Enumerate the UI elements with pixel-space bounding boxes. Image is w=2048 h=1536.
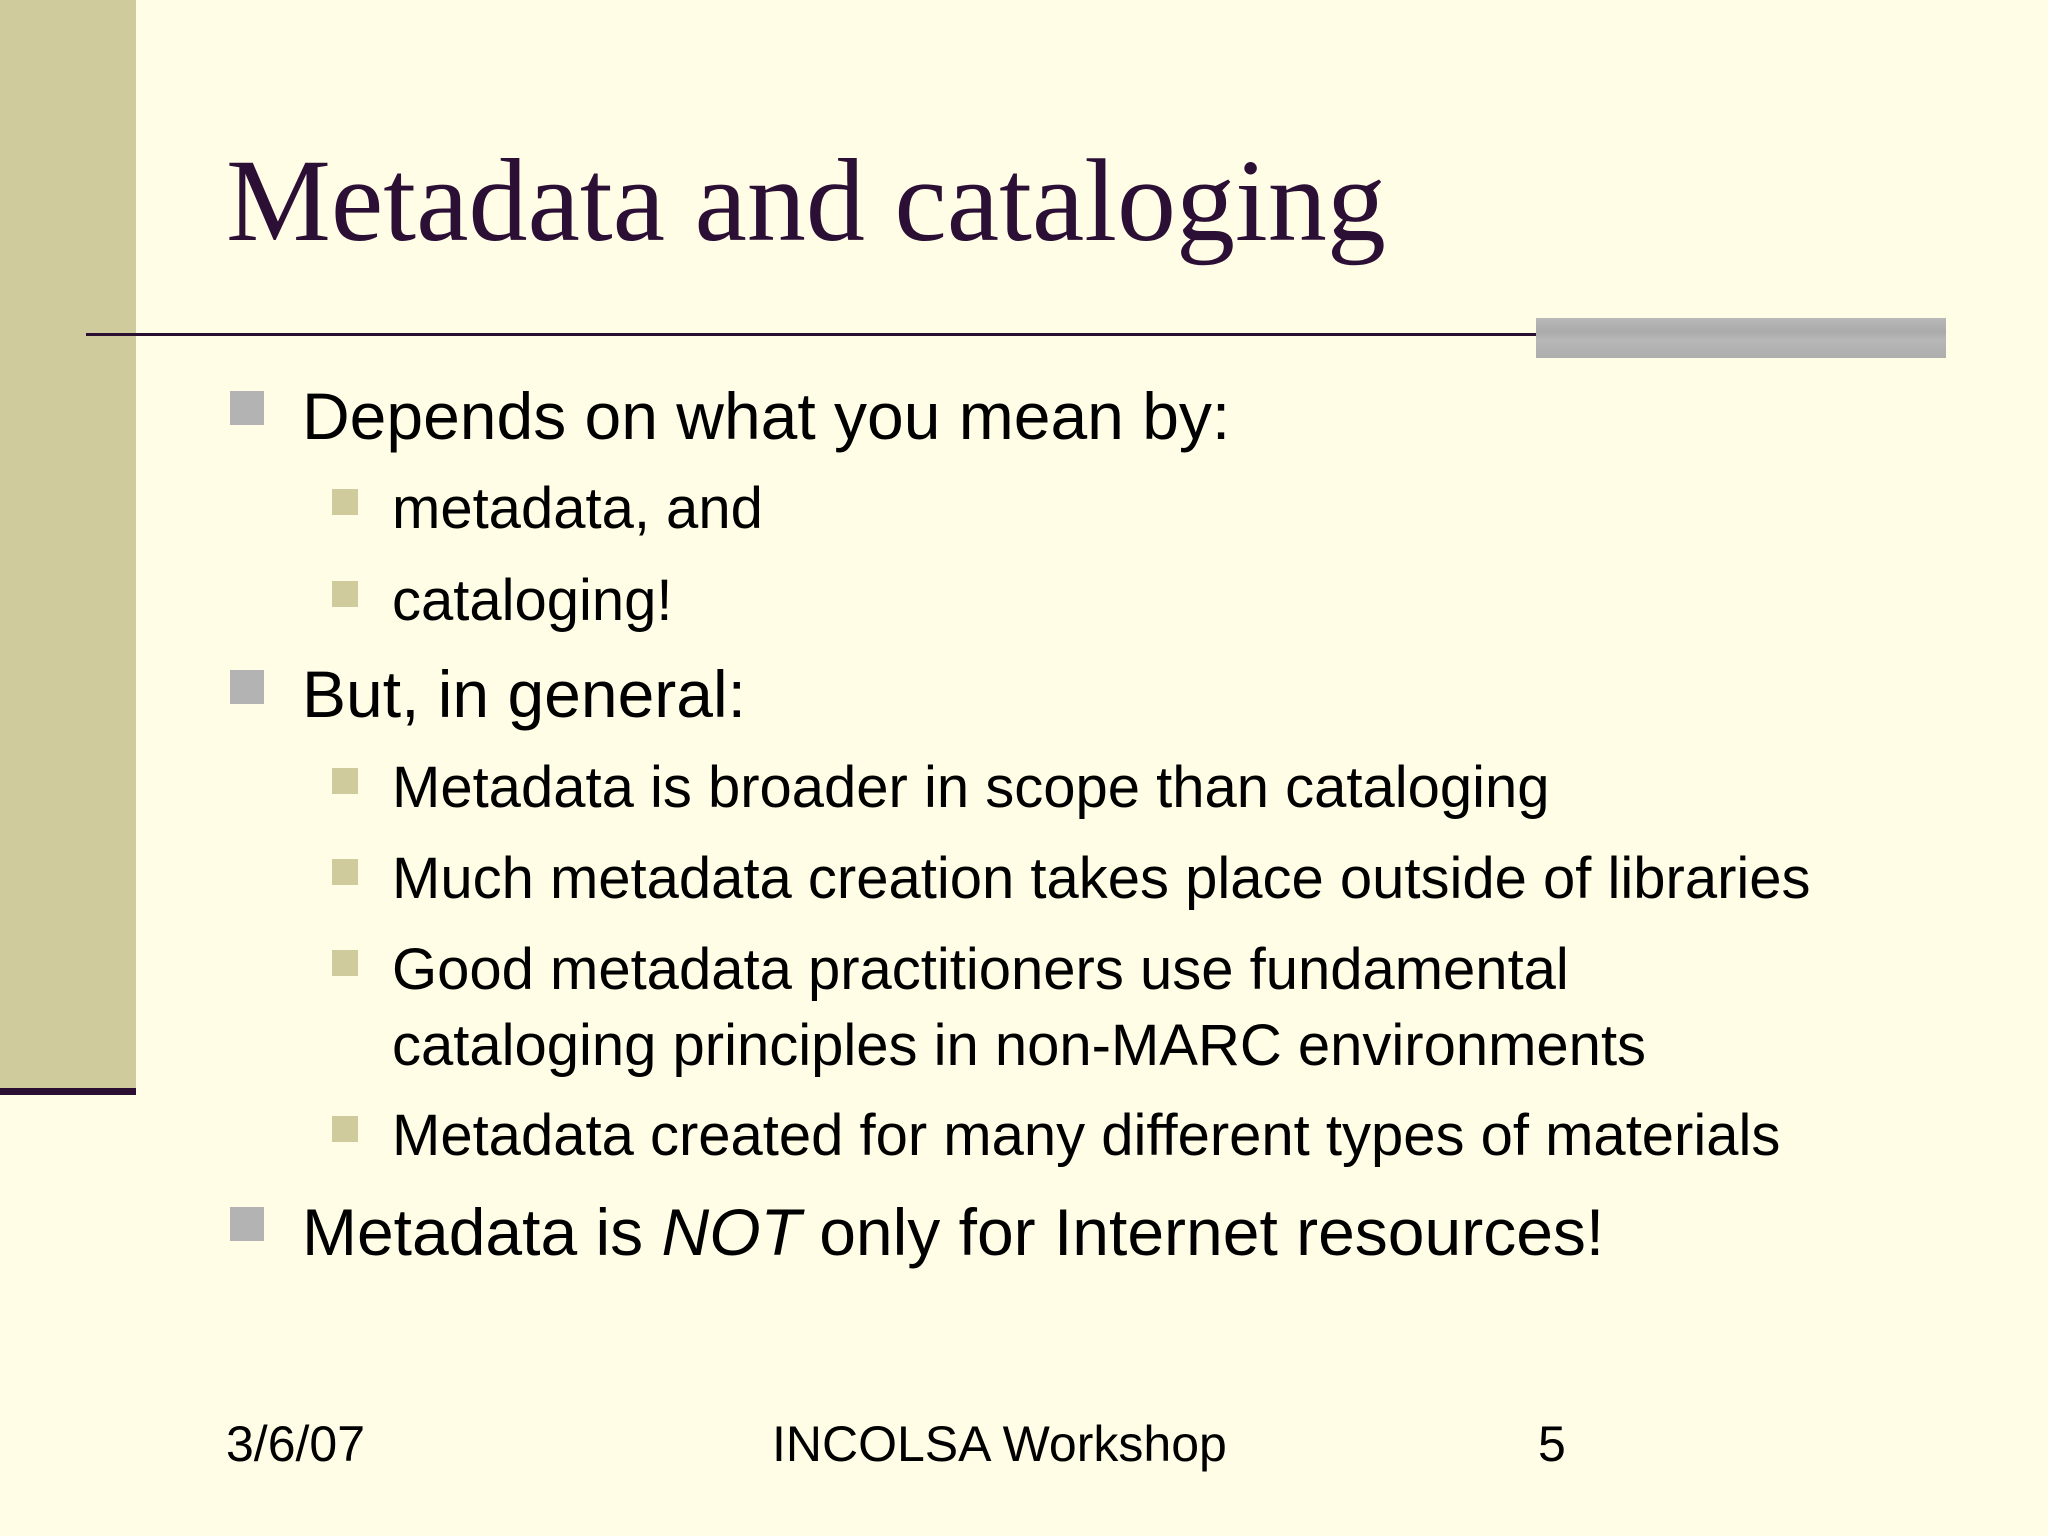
left-decorative-band xyxy=(0,0,136,1088)
footer-date: 3/6/07 xyxy=(226,1416,366,1472)
bullet-level-2: Metadata is broader in scope than cataloging xyxy=(392,755,1550,820)
footer-page-number: 5 xyxy=(1538,1416,1566,1472)
emphasis-text: NOT xyxy=(661,1195,801,1269)
bullet-square-icon xyxy=(230,391,264,425)
bullet-text-part: Metadata is xyxy=(302,1195,662,1269)
sub-bullet-square-icon xyxy=(332,1116,358,1142)
bullet-level-2: Metadata created for many different types of materials xyxy=(392,1103,1781,1168)
left-band-rule xyxy=(0,1088,136,1095)
sub-bullet-square-icon xyxy=(332,489,358,515)
sub-bullet-square-icon xyxy=(332,581,358,607)
bullet-level-1 xyxy=(302,1194,1604,1270)
title-accent-bar xyxy=(1536,318,1946,358)
bullet-level-1: Depends on what you mean by: xyxy=(302,379,1231,453)
slide-title: Metadata and cataloging xyxy=(226,135,1386,266)
bullet-level-2: Much metadata creation takes place outside of libraries xyxy=(392,846,1811,911)
bullet-level-2-continuation: cataloging principles in non-MARC environments xyxy=(392,1013,1647,1078)
bullet-level-1: But, in general: xyxy=(302,657,746,731)
bullet-square-icon xyxy=(230,1207,264,1241)
bullet-level-2: cataloging! xyxy=(392,568,673,633)
footer-event-name: INCOLSA Workshop xyxy=(772,1416,1227,1472)
sub-bullet-square-icon xyxy=(332,768,358,794)
bullet-square-icon xyxy=(230,670,264,704)
bullet-text-part: only for Internet resources! xyxy=(800,1195,1605,1269)
bullet-level-2: Good metadata practitioners use fundamental xyxy=(392,937,1569,1002)
bullet-level-2: metadata, and xyxy=(392,476,763,541)
sub-bullet-square-icon xyxy=(332,859,358,885)
sub-bullet-square-icon xyxy=(332,950,358,976)
